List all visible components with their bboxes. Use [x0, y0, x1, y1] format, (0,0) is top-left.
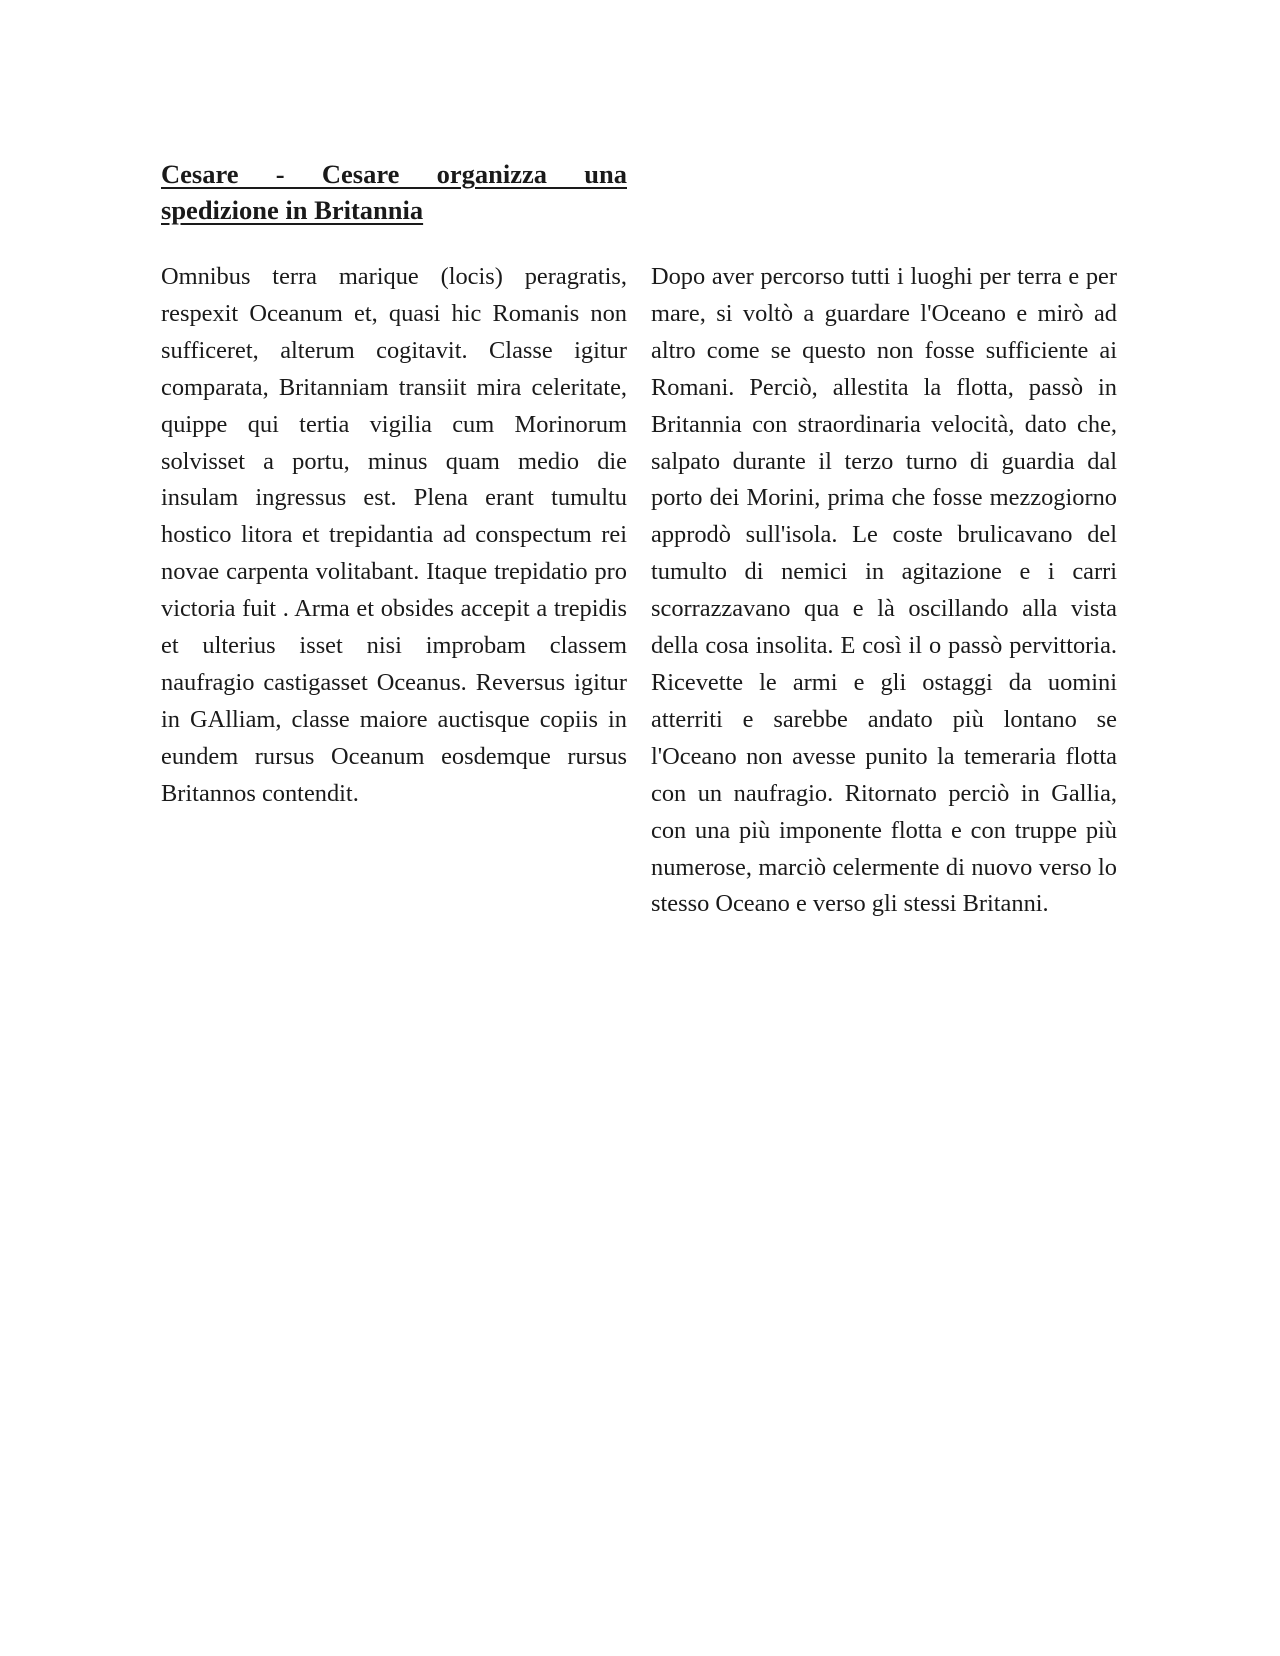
latin-text-column: Omnibus terra marique (locis) peragratis, respexit Oceanum et, quasi hic Romanis non sufficeret, alterum cogitavit. Classe igitur comparata, Britanniam transiit mira celeritate, quippe qui tertia vigilia cum Morinorum solvisset a portu, minus quam medio die insulam ingressus est. Plena erant tumultu hostico litora et trepidantia ad conspectum rei novae carpenta volitabant. Itaque trepidatio pro victoria fuit . Arma et obsides accepit a trepidis et ulterius isset nisi improbam classem naufragio castigasset Oceanus. Reversus igitur in GAlliam, classe maiore auctisque copiis in eundem rursus Oceanum eosdemque rursus Britannos contendit.: [161, 263, 627, 807]
italian-translation-column: Dopo aver percorso tutti i luoghi per terra e per mare, si voltò a guardare l'Oceano e mirò ad altro come se questo non fosse sufficiente ai Romani. Perciò, allestita la flotta, passò in Britannia con straordinaria velocità, dato che, salpato durante il terzo turno di guardia dal porto dei Morini, prima che fosse mezzogiorno approdò sull'isola. Le coste brulicavano del tumulto di nemici in agitazione e i carri scorrazzavano qua e là oscillando alla vista della cosa insolita. E così il o passò pervittoria. Ricevette le armi e gli ostaggi da uomini atterriti e sarebbe andato più lontano se l'Oceano non avesse punito la temeraria flotta con un naufragio. Ritornato perciò in Gallia, con una più imponente flotta e con truppe più numerose, marciò celermente di nuovo verso lo stesso Oceano e verso gli stessi Britanni.: [651, 263, 1117, 918]
document-title: Cesare - Cesare organizza una spedizione in Britannia: [161, 159, 627, 225]
